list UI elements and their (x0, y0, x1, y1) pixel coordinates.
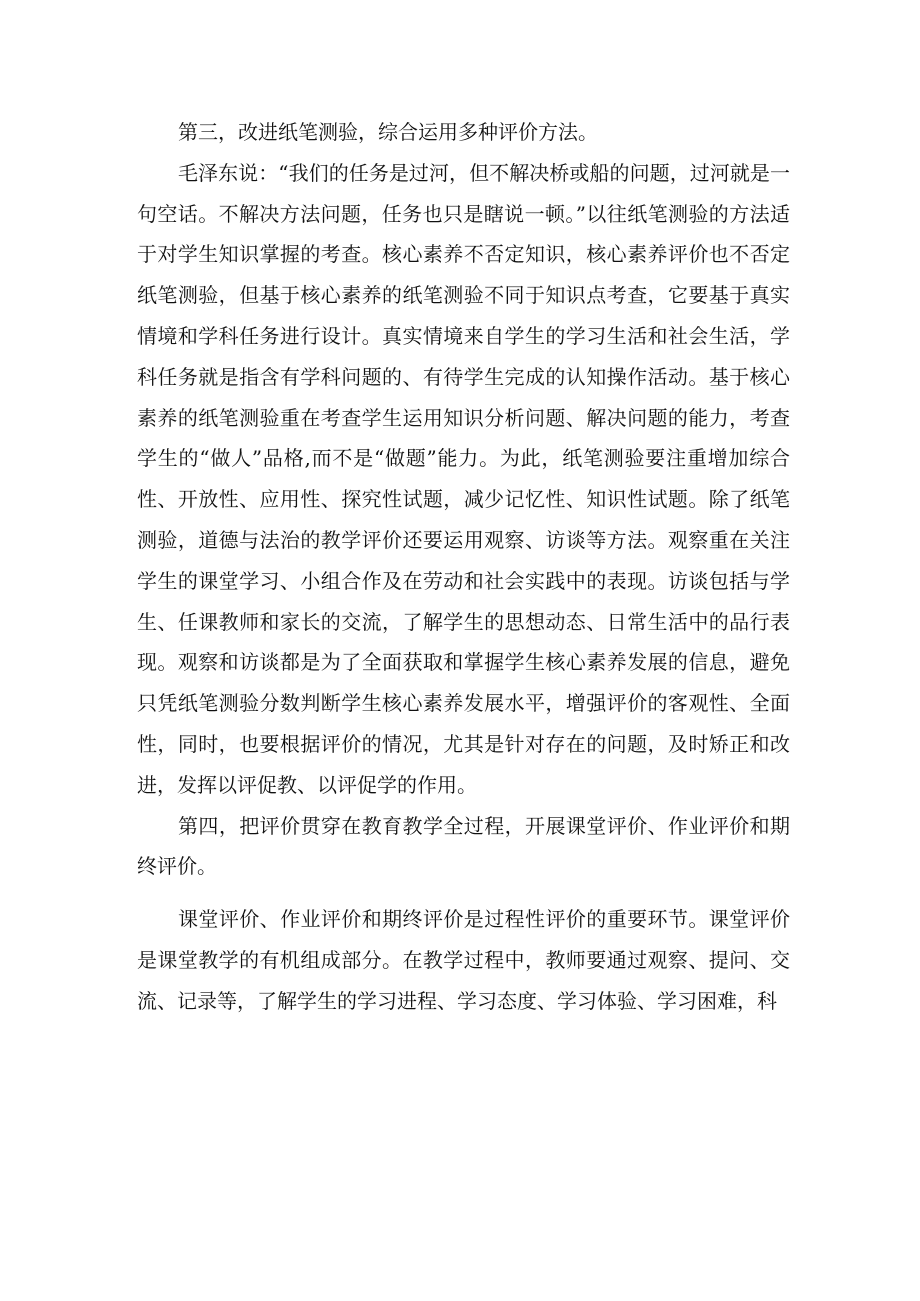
paragraph-process-evaluation: 课堂评价、作业评价和期终评价是过程性评价的重要环节。课堂评价是课堂教学的有机组成部分。在教学过程中，教师要通过观察、提问、交流、记录等，了解学生的学习进程、学习态度、学习体验、学习困难，科 (137, 907, 790, 1013)
paragraph-heading-third: 第三，改进纸笔测验，综合运用多种评价方法。 (178, 120, 598, 144)
document-body (137, 112, 790, 1022)
paragraph-heading-fourth: 第四，把评价贯穿在教育教学全过程，开展课堂评价、作业评价和期终评价。 (137, 813, 790, 879)
paragraph-evaluation-methods: 毛泽东说：“我们的任务是过河，但不解决桥或船的问题，过河就是一句空话。不解决方法问题，任务也只是瞎说一顿。”以往纸笔测验的方法适于对学生知识掌握的考查。核心素养不否定知识，核心素养评价也不否定纸笔测验，但基于核心素养的纸笔测验不同于知识点考查，它要基于真实情境和学科任务进行设计。真实情境来自学生的学习生活和社会生活，学科任务就是指含有学科问题的、有待学生完成的认知操作活动。基于核心素养的纸笔测验重在考查学生运用知识分析问题、解决问题的能力，考查学生的“做人”品格,而不是“做题”能力。为此，纸笔测验要注重增加综合性、开放性、应用性、探究性试题，减少记忆性、知识性试题。除了纸笔测验，道德与法治的教学评价还要运用观察、访谈等方法。观察重在关注学生的课堂学习、小组合作及在劳动和社会实践中的表现。访谈包括与学生、任课教师和家长的交流，了解学生的思想动态、日常生活中的品行表现。观察和访谈都是为了全面获取和掌握学生核心素养发展的信息，避免只凭纸笔测验分数判断学生核心素养发展水平，增强评价的客观性、全面性，同时，也要根据评价的情况，尤其是针对存在的问题，及时矫正和改进，发挥以评促教、以评促学的作用。 (137, 160, 790, 797)
